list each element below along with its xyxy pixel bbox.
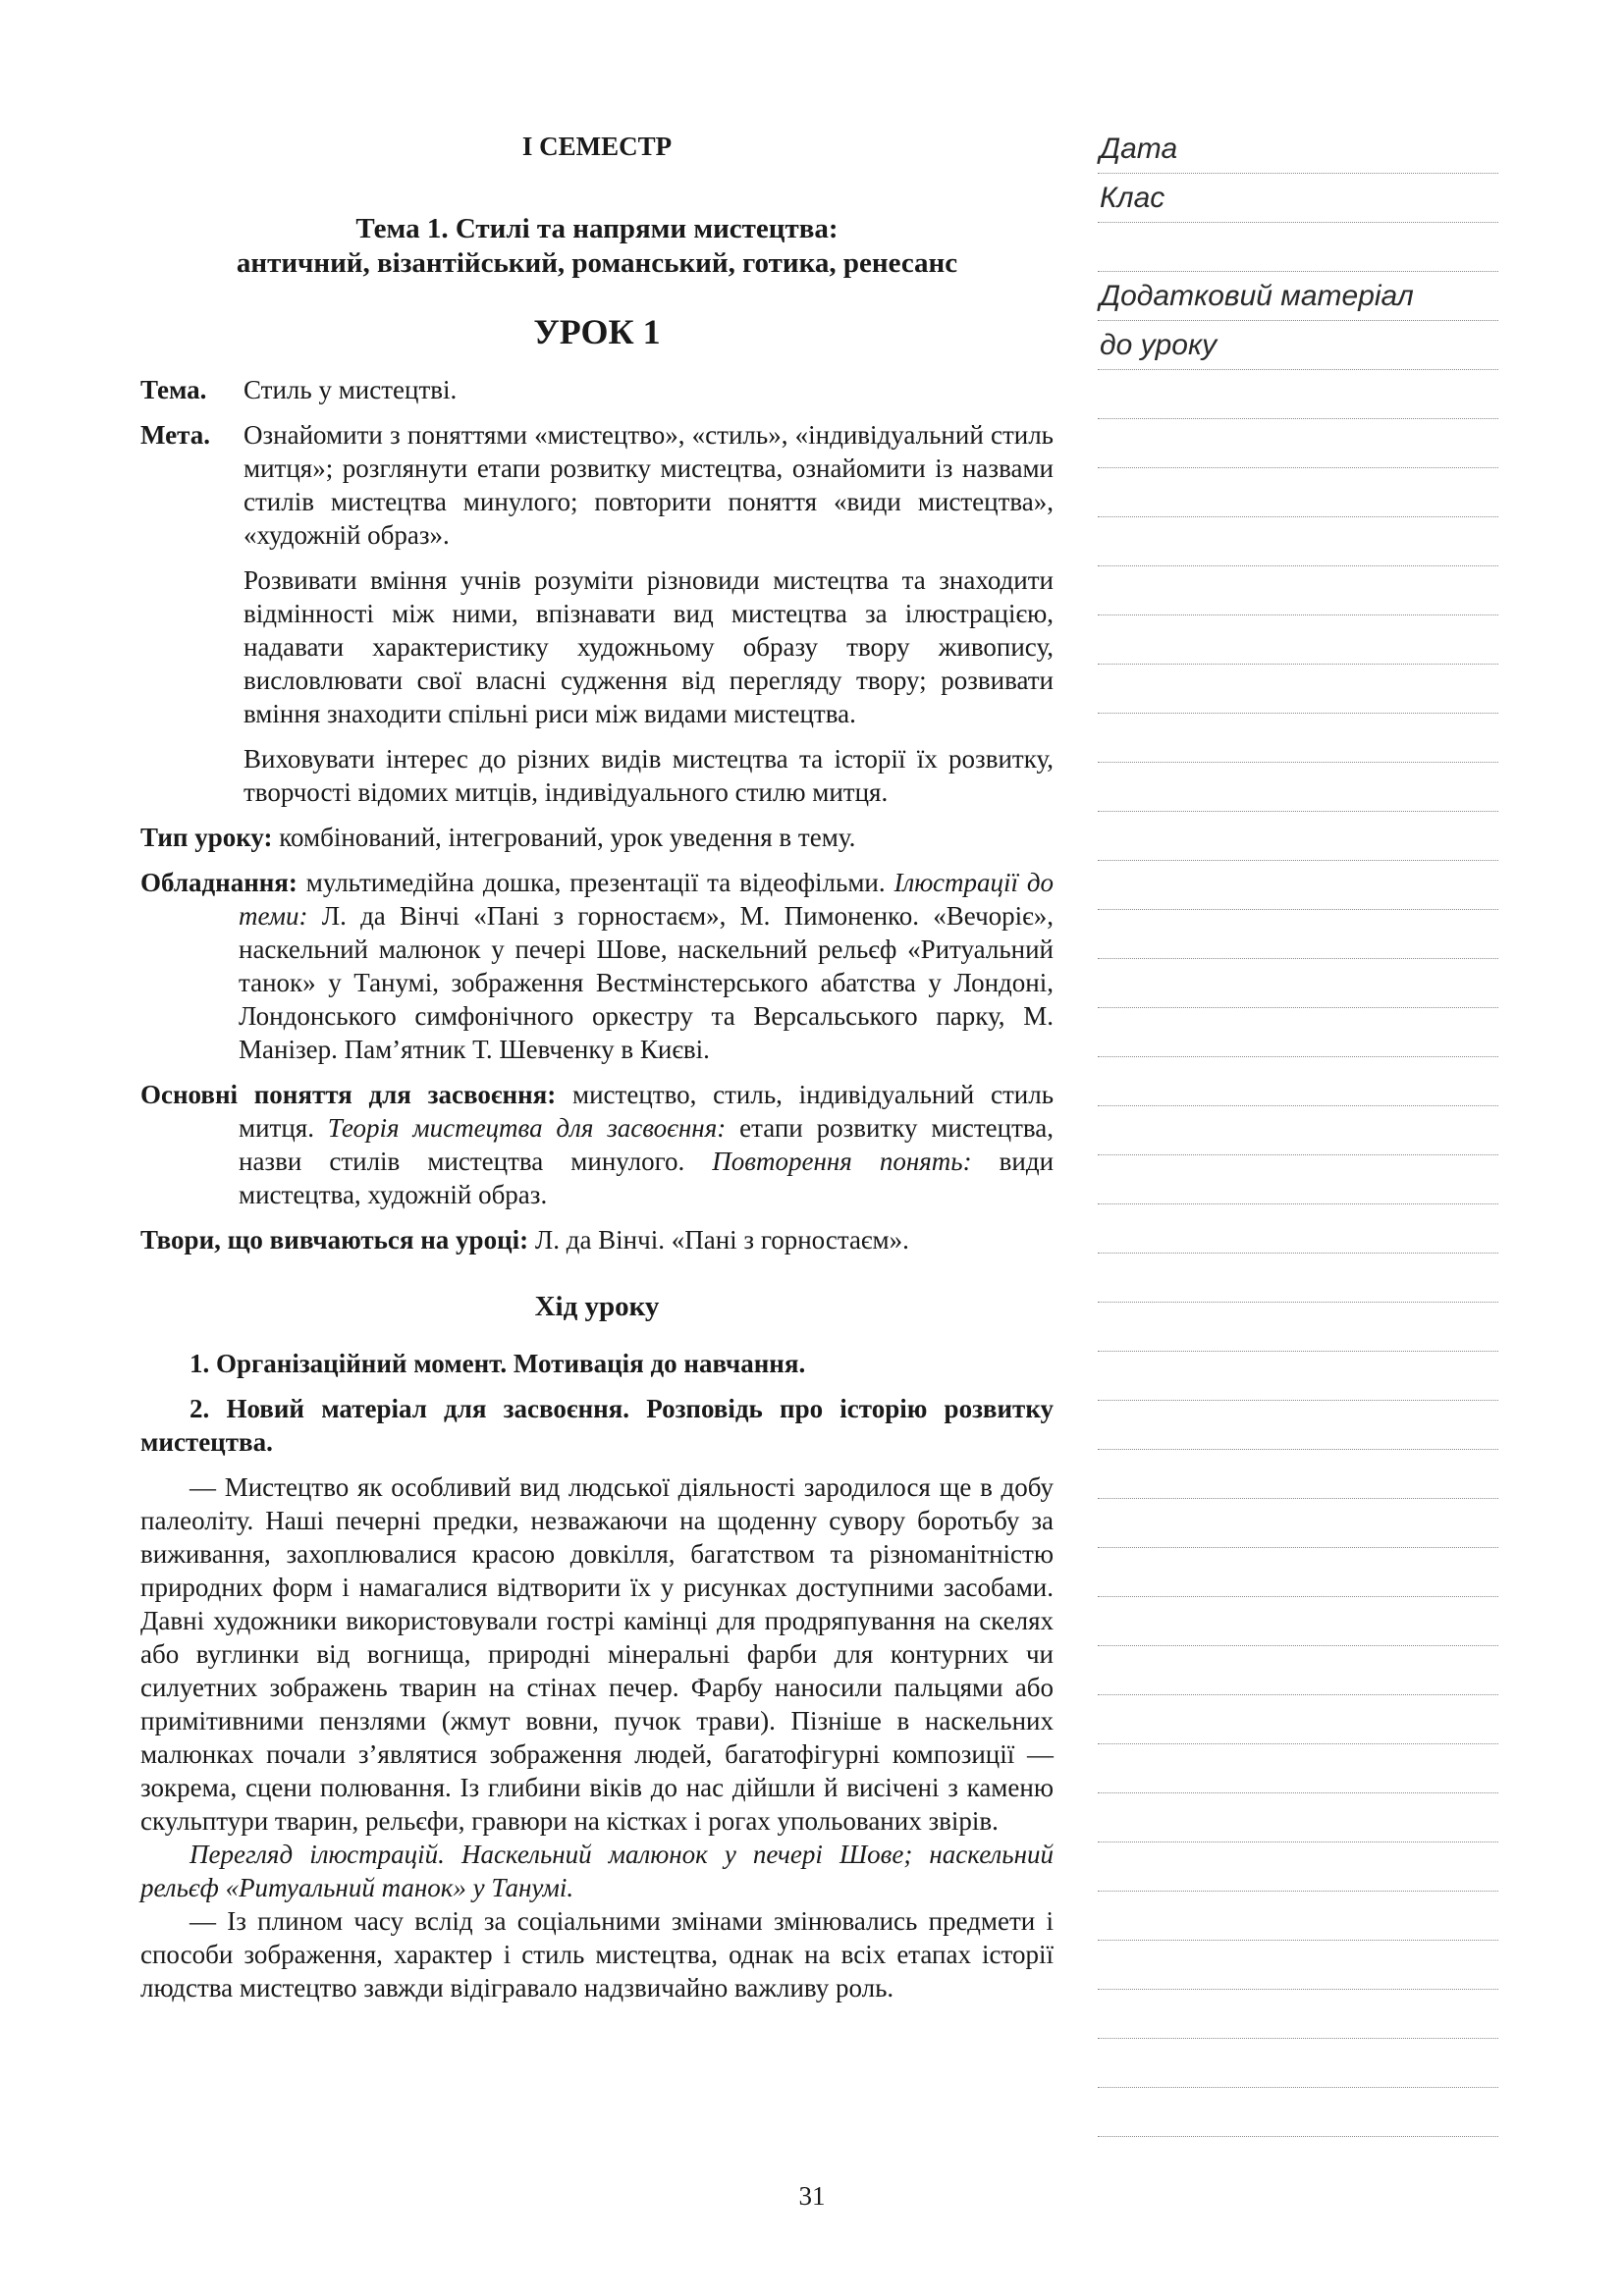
meta-paragraph-2: Розвивати вміння учнів розуміти різновиди мистецтва та знаходити відмінності між ними, впізнавати вид мистецтва за ілюстрацією, надавати характеристику художньому образу твору живопису, висловлювати свої власні судження від перегляду твору; розвивати вміння знаходити спільні риси між видами мистецтва. bbox=[244, 565, 1054, 728]
note-line bbox=[1098, 1547, 1498, 1548]
note-line bbox=[1098, 1645, 1498, 1646]
note-line bbox=[1098, 1400, 1498, 1401]
note-line bbox=[1098, 1694, 1498, 1695]
note-line bbox=[1098, 1792, 1498, 1793]
equipment-illustrations-label: Ілюстрації до теми: bbox=[239, 868, 1055, 931]
note-line bbox=[1098, 614, 1498, 615]
class-label: Клас bbox=[1100, 182, 1165, 214]
meta-paragraph-1: Ознайомити з поняттями «мистецтво», «стиль», «індивідуальний стиль митця»; розглянути етапи розвитку мистецтва, ознайомити із назвами стилів мистецтва минулого; повторити поняття «види мистецтва», «художній образ». bbox=[244, 420, 1054, 550]
lesson-type-label: Тип уроку: bbox=[140, 823, 273, 852]
note-line bbox=[1098, 173, 1498, 174]
studied-works-label: Твори, що вивчаються на уроці: bbox=[140, 1225, 529, 1255]
note-line bbox=[1098, 1449, 1498, 1450]
date-label: Дата bbox=[1100, 133, 1178, 165]
equipment-text-1: мультимедійна дошка, презентації та відеофільми. bbox=[305, 868, 886, 897]
tema-row bbox=[140, 373, 1054, 406]
tema-text: Стиль у мистецтві. bbox=[244, 375, 458, 404]
body-paragraph-2: — Із плином часу вслід за соціальними змінами змінювались предмети і способи зображення, характер і стиль мистецтва, однак на всіх етапах історії людства мистецтво завжди відігравало надзвичайно важливу роль. bbox=[140, 1906, 1054, 2002]
note-line bbox=[1098, 565, 1498, 566]
note-line bbox=[1098, 713, 1498, 714]
meta-paragraph-3: Виховувати інтерес до різних видів мистецтва та історії їх розвитку, творчості відомих митців, індивідуального стилю митця. bbox=[244, 744, 1054, 807]
note-line bbox=[1098, 516, 1498, 517]
note-line bbox=[1098, 664, 1498, 665]
note-line bbox=[1098, 1007, 1498, 1008]
note-line bbox=[1098, 2087, 1498, 2088]
key-concepts-label: Основні поняття для засвоєння: bbox=[140, 1080, 557, 1109]
key-concepts-theory-label: Теорія мистецтва для засвоєння: bbox=[327, 1113, 727, 1143]
semester-heading: І СЕМЕСТР bbox=[521, 132, 673, 161]
key-concepts bbox=[140, 1078, 1054, 1211]
note-line bbox=[1098, 1940, 1498, 1941]
equipment-text-2: Л. да Вінчі «Пані з горностаєм», М. Пимоненко. «Вечоріє», наскельний малюнок у печері Шове, наскельний рельєф «Ритуальний танок» у Танумі, зображення Вестмінстерського абатства у Лондоні, Лондонського симфонічного оркестру та Версальського парку, М. Манізер. Пам’ятник Т. Шевченку в Києві. bbox=[239, 901, 1054, 1064]
key-concepts-text-1: мистецтво, стиль, індивідуальний стиль митця. bbox=[239, 1080, 1055, 1143]
note-line bbox=[1098, 1056, 1498, 1057]
theme-line-2: античний, візантійський, романський, готика, ренесанс bbox=[236, 247, 958, 279]
note-line bbox=[1098, 1596, 1498, 1597]
studied-works-text: Л. да Вінчі. «Пані з горностаєм». bbox=[534, 1225, 909, 1255]
note-line bbox=[1098, 467, 1498, 468]
meta-text bbox=[244, 418, 1054, 809]
theme-heading bbox=[140, 212, 1054, 281]
studied-works bbox=[140, 1223, 1054, 1256]
extra-material-label-1: Додатковий матеріал bbox=[1100, 280, 1414, 312]
note-line bbox=[1098, 1302, 1498, 1303]
note-line bbox=[1098, 1253, 1498, 1254]
page-number: 31 bbox=[798, 2181, 826, 2211]
key-concepts-text-2: етапи розвитку мистецтва, назви стилів мистецтва минулого. bbox=[239, 1113, 1054, 1176]
key-concepts-text-3: види мистецтва, художній образ. bbox=[239, 1147, 1055, 1209]
note-line bbox=[1098, 811, 1498, 812]
note-line bbox=[1098, 1154, 1498, 1155]
extra-material-label-2: до уроку bbox=[1100, 329, 1218, 361]
tema-label: Тема. bbox=[140, 375, 207, 404]
note-line bbox=[1098, 222, 1498, 223]
theme-line-1: Тема 1. Стилі та напрями мистецтва: bbox=[355, 213, 839, 244]
note-line bbox=[1098, 762, 1498, 763]
note-line bbox=[1098, 1989, 1498, 1990]
note-line bbox=[1098, 1891, 1498, 1892]
note-line bbox=[1098, 958, 1498, 959]
equipment-label: Обладнання: bbox=[140, 868, 298, 897]
equipment bbox=[140, 866, 1054, 1066]
note-line bbox=[1098, 1351, 1498, 1352]
note-line bbox=[1098, 271, 1498, 272]
note-line bbox=[1098, 418, 1498, 419]
meta-row bbox=[140, 418, 1054, 809]
step-2-heading: 2. Новий матеріал для засвоєння. Розповідь про історію розвитку мистецтва. bbox=[140, 1394, 1054, 1457]
note-line bbox=[1098, 1203, 1498, 1204]
note-line bbox=[1098, 1105, 1498, 1106]
body-paragraph-1: — Мистецтво як особливий вид людської діяльності зародилося ще в добу палеоліту. Наші печерні предки, незважаючи на щоденну сувору боротьбу за виживання, захоплювалися красою довкілля, багатством та різноманітністю природних форм і намагалися відтворити їх у рисунках доступними засобами. Давні художники використовували гострі камінці для продряпування на скелях або вуглинки від вогнища, природні мінеральні фарби для контурних чи силуетних зображень тварин на стінах печер. Фарбу наносили пальцями або примітивними пензлями (жмут вовни, пучок трави). Пізніше в наскельних малюнках почали з’являтися зображення людей, багатофігурні композиції — зокрема, сцени полювання. Із глибини віків до нас дійшли й висічені з каменю скульптури тварин, рельєфи, гравюри на кістках і рогах упольованих звірів. bbox=[140, 1472, 1054, 1836]
lesson-type-text: комбінований, інтегрований, урок уведення в тему. bbox=[279, 823, 856, 852]
lesson-course-heading: Хід уроку bbox=[534, 1291, 660, 1322]
note-line bbox=[1098, 1498, 1498, 1499]
note-line bbox=[1098, 1743, 1498, 1744]
lesson-type bbox=[140, 821, 1054, 854]
note-line bbox=[1098, 2136, 1498, 2137]
step-1-heading: 1. Організаційний момент. Мотивація до навчання. bbox=[189, 1349, 806, 1378]
key-concepts-review-label: Повторення понять: bbox=[712, 1147, 972, 1176]
lesson-title: УРОК 1 bbox=[533, 312, 661, 351]
note-line bbox=[1098, 320, 1498, 321]
meta-label: Мета. bbox=[140, 420, 210, 450]
illustration-note: Перегляд ілюстрацій. Наскельний малюнок у печері Шове; наскельний рельєф «Ритуальний танок» у Танумі. bbox=[140, 1840, 1054, 1902]
lesson-plan-column bbox=[140, 130, 1054, 2004]
note-line bbox=[1098, 860, 1498, 861]
note-line bbox=[1098, 2038, 1498, 2039]
note-line bbox=[1098, 369, 1498, 370]
note-line bbox=[1098, 909, 1498, 910]
